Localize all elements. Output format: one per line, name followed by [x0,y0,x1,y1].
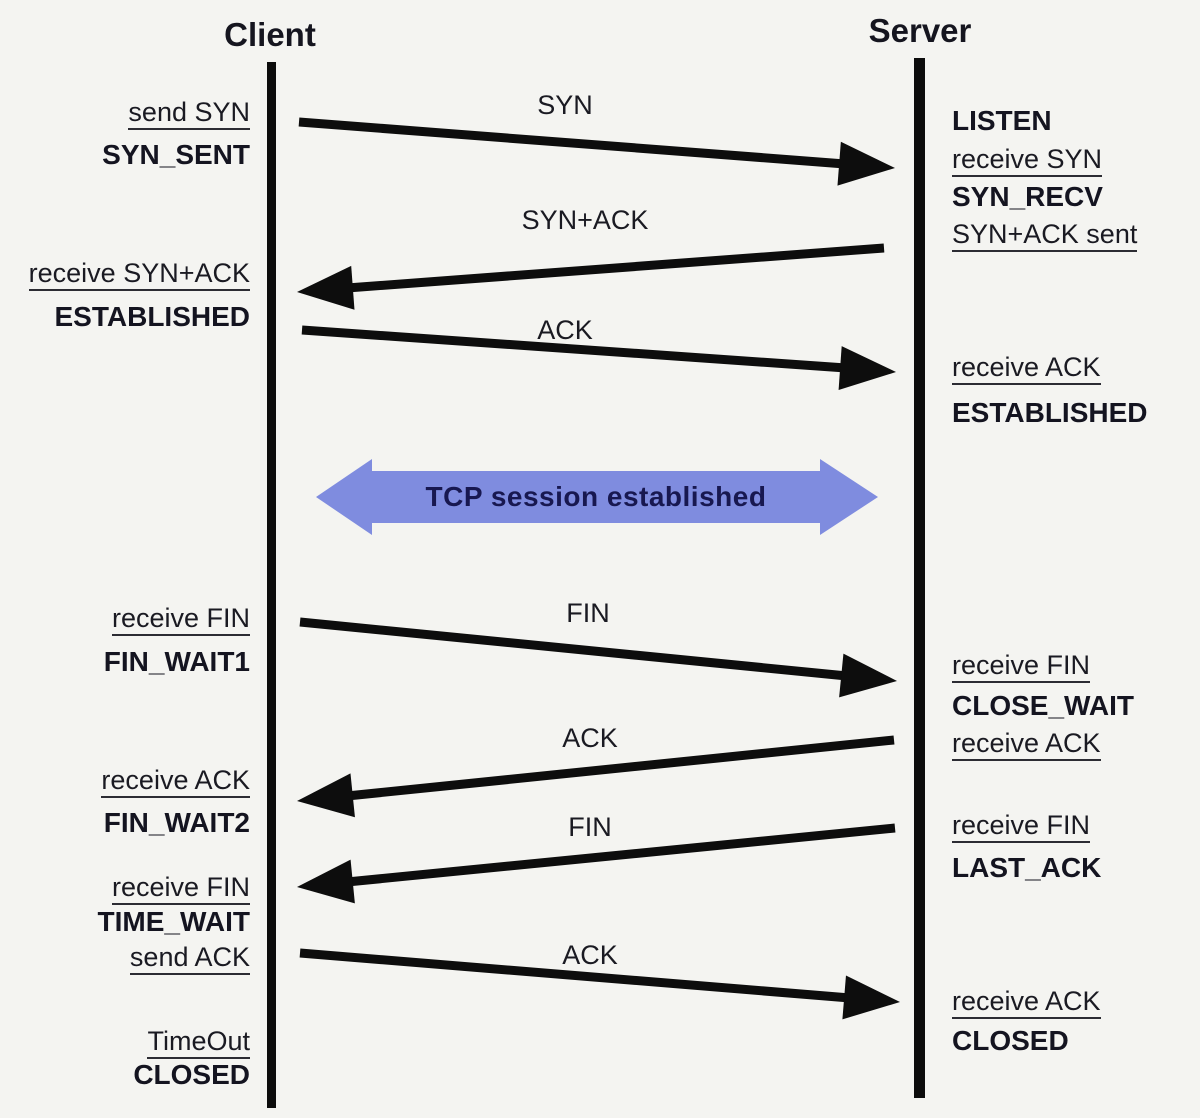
syn-ack-arrow [295,248,884,314]
message-label-fin-2: FIN [568,812,612,842]
client-event-send-syn: send SYN [0,97,250,130]
message-label-fin: FIN [566,598,610,628]
server-lifeline [914,58,925,1098]
server-event-receive-fin: receive FIN [952,650,1090,683]
server-state-syn-recv: SYN_RECV [952,181,1103,212]
message-label-ack-3: ACK [562,940,618,970]
client-event-send-ack: send ACK [0,942,250,975]
client-state-established: ESTABLISHED [54,301,250,332]
server-event-receive-ack-2: receive ACK [952,728,1101,761]
client-state-fin-wait1: FIN_WAIT1 [103,646,250,677]
server-event-syn-ack-sent: SYN+ACK sent [952,219,1137,252]
server-event-receive-syn: receive SYN [952,144,1102,177]
fin-arrow [300,622,899,703]
server-event-receive-ack-3: receive ACK [952,986,1101,1019]
server-event-receive-ack: receive ACK [952,352,1101,385]
server-state-closed: CLOSED [952,1025,1069,1056]
ack-arrow [302,330,898,394]
server-state-listen: LISTEN [952,105,1052,136]
client-event-receive-syn-ack: receive SYN+ACK [0,258,250,291]
message-label-syn: SYN [537,90,593,120]
syn-arrow [299,122,897,190]
server-event-receive-fin-2: receive FIN [952,810,1090,843]
client-lifeline-title: Client [224,16,316,53]
message-label-ack: ACK [537,315,593,345]
client-event-receive-ack: receive ACK [0,765,250,798]
server-lifeline-title: Server [868,12,972,49]
server-state-last-ack: LAST_ACK [952,852,1102,883]
client-state-syn-sent: SYN_SENT [102,139,250,170]
client-lifeline [267,62,276,1108]
message-label-ack-2: ACK [562,723,618,753]
session-banner-label: TCP session established [425,481,767,512]
client-event-receive-fin: receive FIN [0,603,250,636]
server-state-close-wait: CLOSE_WAIT [952,690,1135,721]
server-state-established: ESTABLISHED [952,397,1148,428]
client-event-timeout: TimeOut [0,1026,250,1059]
client-event-receive-fin-2: receive FIN [0,872,250,905]
client-state-closed: CLOSED [133,1059,250,1090]
client-state-fin-wait2: FIN_WAIT2 [103,807,250,838]
message-label-syn-ack: SYN+ACK [521,205,649,235]
client-state-time-wait: TIME_WAIT [97,906,250,937]
